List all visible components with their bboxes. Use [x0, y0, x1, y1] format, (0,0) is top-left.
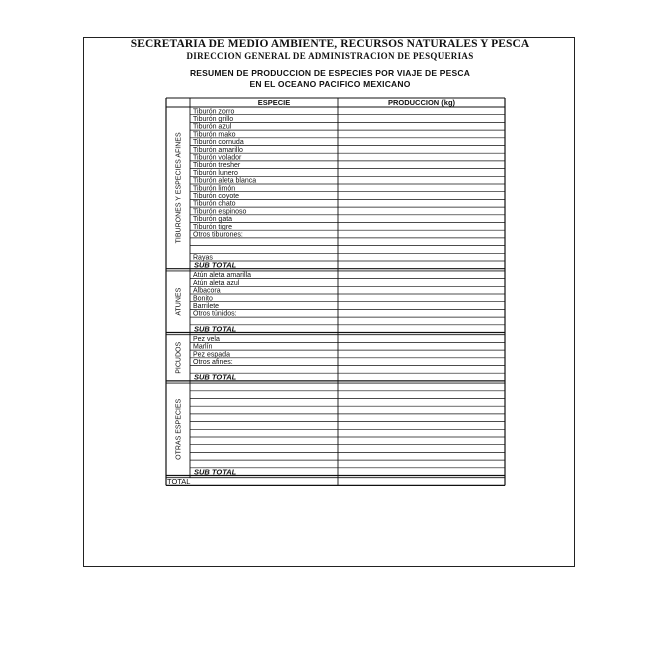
subtotal-label: SUB TOTAL	[194, 372, 237, 382]
species-row-label: Tiburón volador	[193, 154, 242, 162]
group-label-2: PICUDOS	[175, 341, 183, 374]
total-label: TOTAL	[167, 477, 191, 487]
column-header-species: ESPECIE	[257, 98, 291, 107]
species-row-label: Tiburón limón	[193, 185, 236, 193]
species-row-label: Tiburón tresher	[193, 162, 241, 170]
species-row-label: Bonito	[193, 295, 213, 303]
species-row-label: Tiburón espinoso	[193, 208, 247, 216]
species-row-label: Tiburón amarillo	[193, 146, 243, 154]
directorate-name: DIRECCION GENERAL DE ADMINISTRACION DE PESQUERIAS	[186, 51, 474, 61]
species-row-label: Pez vela	[193, 336, 220, 343]
group-label-0: TIBURONES Y ESPECIES AFINES	[175, 132, 183, 244]
column-header-production: PRODUCCION (kg)	[387, 98, 456, 107]
species-row-label: Tiburón lunero	[193, 169, 238, 177]
species-row-label: Tiburón zorro	[193, 108, 235, 116]
subtotal-label: SUB TOTAL	[194, 324, 237, 334]
species-row-label: Tiburón tigre	[193, 223, 233, 231]
species-row-label: Tiburón coyote	[193, 193, 240, 200]
subtotal-label: SUB TOTAL	[194, 467, 237, 477]
species-row-label: Atún aleta azul	[193, 279, 240, 287]
species-row-label: Albacora	[193, 287, 221, 295]
species-row-label: Otros afines:	[193, 359, 233, 367]
species-row-label: Atún aleta amarilla	[193, 272, 251, 280]
species-row-label: Barrilete	[193, 303, 220, 310]
species-row-label: Rayas	[193, 254, 213, 262]
form-subtitle: EN EL OCEANO PACIFICO MEXICANO	[249, 79, 411, 89]
agency-name: SECRETARIA DE MEDIO AMBIENTE, RECURSOS NATURALES Y PESCA	[130, 38, 530, 50]
species-row-label: Tiburón mako	[193, 131, 236, 139]
subtotal-label: SUB TOTAL	[194, 260, 237, 270]
group-label-3: OTRAS ESPECIES	[175, 398, 183, 460]
form-title: RESUMEN DE PRODUCCION DE ESPECIES POR VIAJE DE PESCA	[189, 68, 471, 78]
species-row-label: Tiburón aleta blanca	[193, 177, 257, 185]
group-label-1: ATUNES	[175, 287, 183, 316]
species-row-label: Pez espada	[193, 351, 230, 359]
species-row-label: Tiburón cornuda	[193, 139, 244, 147]
species-row-label: Tiburón gata	[193, 216, 233, 224]
species-row-label: Tiburón azul	[193, 123, 232, 131]
species-row-label: Otros túnidos:	[193, 310, 237, 318]
species-row-label: Marlín	[193, 343, 213, 351]
species-row-label: Otros tiburones:	[193, 231, 243, 239]
species-row-label: Tiburón grillo	[193, 116, 234, 123]
species-row-label: Tiburón chato	[193, 200, 236, 208]
